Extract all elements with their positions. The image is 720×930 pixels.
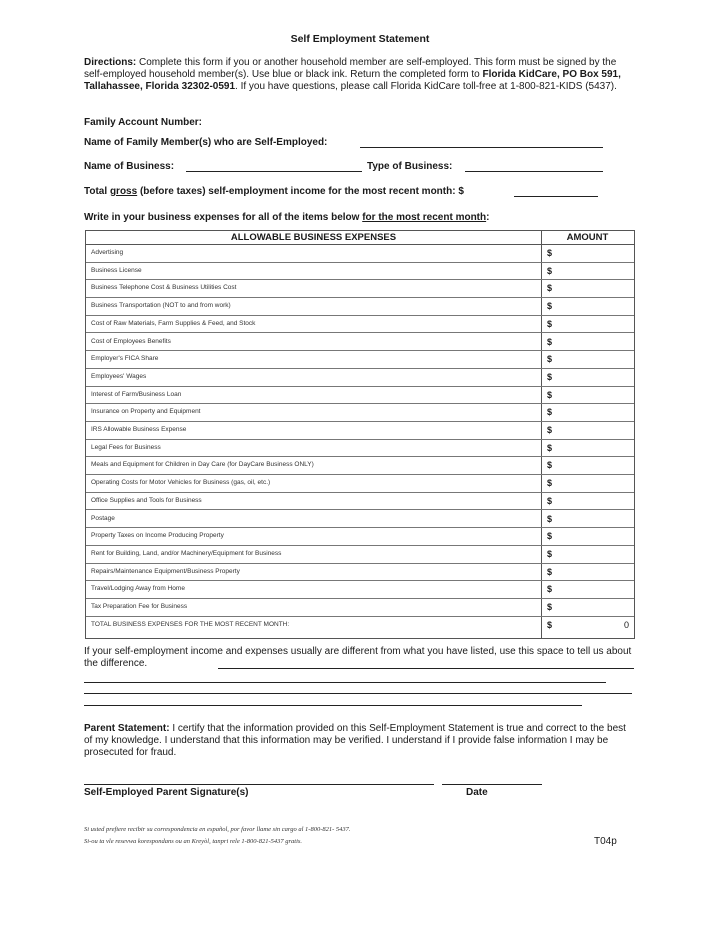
family-members-label: Name of Family Member(s) who are Self-Employed: <box>84 137 328 148</box>
amount-field[interactable]: $ <box>547 478 553 489</box>
table-row <box>86 334 634 352</box>
table-row <box>86 564 634 582</box>
signature-line[interactable] <box>84 784 434 785</box>
amount-field[interactable]: $ <box>547 336 553 347</box>
footer-creole: Si-ou ta vle resevwa korespondans ou an Kreyòl, tanpri rele 1-800-821-5437 gratis. <box>84 838 303 845</box>
directions-text: Complete this form if you or another household member are self-employed. This form must be signed by the self-employed household member(s). Use blue or black ink. Return the completed form to <box>84 57 617 80</box>
date-label: Date <box>466 787 488 798</box>
amount-field[interactable]: $ <box>547 619 553 630</box>
amount-field[interactable]: $ <box>547 566 553 577</box>
form-title: Self Employment Statement <box>290 33 430 45</box>
expense-label: Repairs/Maintenance Equipment/Business Property <box>91 567 240 575</box>
amount-field[interactable]: $ <box>547 531 553 542</box>
amount-field[interactable]: $ <box>547 318 553 329</box>
table-row <box>86 511 634 529</box>
col-amount-header: AMOUNT <box>566 232 609 243</box>
difference-line-3[interactable] <box>84 693 632 694</box>
amount-field[interactable]: $ <box>547 425 553 435</box>
expense-label: IRS Allowable Business Expense <box>91 426 187 433</box>
parent-statement-text: I certify that the information provided on this Self-Employment Statement is true and correct to the best of my knowledge. I understand that this information may be verified. I understand if I provide false information I may be prosecuted for fraud. <box>84 723 626 758</box>
expense-label: Employees' Wages <box>91 372 147 380</box>
expenses-intro-end: : <box>486 212 490 223</box>
business-name-field[interactable] <box>186 171 362 172</box>
table-row <box>86 404 634 422</box>
directions-address: Florida KidCare, PO Box 591, Tallahassee, Florida 32302-0591 <box>84 69 621 92</box>
expense-label: Interest of Farm/Business Loan <box>91 390 182 398</box>
amount-field[interactable]: $ <box>547 248 553 258</box>
amount-field[interactable]: $ <box>547 265 553 276</box>
expense-label: Meals and Equipment for Children in Day Care (for DayCare Business ONLY) <box>91 461 314 469</box>
expense-label: Property Taxes on Income Producing Property <box>91 532 224 540</box>
expense-label: Tax Preparation Fee for Business <box>91 603 188 610</box>
expense-label: Business License <box>91 266 142 274</box>
footer-spanish: Si usted prefiere recibir su correspondencia en español, por favor llame sin cargo al 1-800-821- 5437. <box>84 826 351 833</box>
expenses-table <box>85 230 635 639</box>
parent-statement <box>84 723 634 759</box>
income-label-gross: gross <box>109 186 138 197</box>
table-row <box>86 316 634 334</box>
expense-label: Rent for Building, Land, and/or Machinery/Equipment for Business <box>91 549 282 557</box>
difference-line-1[interactable] <box>218 668 634 669</box>
expense-label: Cost of Raw Materials, Farm Supplies & Feed, and Stock <box>91 319 256 327</box>
table-row <box>86 599 634 617</box>
directions-label: Directions: <box>84 57 137 68</box>
table-row <box>86 263 634 281</box>
table-row <box>86 457 634 475</box>
table-row <box>86 493 634 511</box>
family-account-field[interactable] <box>222 129 352 130</box>
expense-label: Cost of Employees Benefits <box>91 337 171 345</box>
directions-text-2: . If you have questions, please call Florida KidCare toll-free at 1-800-821-KIDS (5437). <box>235 81 617 92</box>
expense-label: Operating Costs for Motor Vehicles for Business (gas, oil, etc.) <box>91 479 271 487</box>
directions <box>84 57 634 93</box>
total-amount: 0 <box>623 619 629 630</box>
amount-field[interactable]: $ <box>547 354 553 365</box>
amount-field[interactable]: $ <box>547 495 553 506</box>
difference-line-2[interactable] <box>84 682 606 683</box>
family-members-field[interactable] <box>360 147 603 148</box>
table-row <box>86 245 634 263</box>
signature-label: Self-Employed Parent Signature(s) <box>84 787 249 798</box>
table-row <box>86 280 634 298</box>
amount-field[interactable]: $ <box>547 283 553 294</box>
table-row <box>86 422 634 440</box>
table-row <box>86 298 634 316</box>
difference-line-4[interactable] <box>84 705 582 706</box>
table-row <box>86 387 634 405</box>
table-row <box>86 351 634 369</box>
amount-field[interactable]: $ <box>547 442 553 453</box>
amount-field[interactable]: $ <box>547 602 553 612</box>
income-label-post: (before taxes) self-employment income for the most recent month: $ <box>137 186 464 197</box>
expenses-intro-text: Write in your business expenses for all of the items below <box>84 212 363 223</box>
form-code: T04p <box>594 836 617 847</box>
amount-field[interactable]: $ <box>547 513 553 524</box>
parent-statement-label: Parent Statement: <box>84 723 170 734</box>
income-field[interactable] <box>514 196 598 197</box>
business-type-field[interactable] <box>465 171 603 172</box>
income-label <box>84 186 464 197</box>
table-row <box>86 440 634 458</box>
table-row <box>86 369 634 387</box>
income-label-pre: Total <box>84 186 110 197</box>
expense-label: Advertising <box>91 249 124 256</box>
amount-field[interactable]: $ <box>547 548 553 559</box>
business-type-label: Type of Business: <box>367 161 453 172</box>
expense-label: Insurance on Property and Equipment <box>91 408 201 416</box>
business-name-label: Name of Business: <box>84 161 175 172</box>
family-account-label: Family Account Number: <box>84 117 202 128</box>
table-row <box>86 617 634 635</box>
difference-text: If your self-employment income and expenses usually are different from what you have listed, use this space to tell us about the difference. <box>84 646 632 669</box>
col-expenses-header: ALLOWABLE BUSINESS EXPENSES <box>230 232 397 243</box>
expense-label: TOTAL BUSINESS EXPENSES FOR THE MOST RECENT MONTH: <box>91 620 290 628</box>
expense-label: Business Transportation (NOT to and from work) <box>91 302 231 310</box>
table-header <box>86 231 634 245</box>
amount-field[interactable]: $ <box>547 460 553 471</box>
amount-field[interactable]: $ <box>547 301 553 312</box>
expense-label: Employer's FICA Share <box>91 355 159 363</box>
date-line[interactable] <box>442 784 542 785</box>
amount-field[interactable]: $ <box>547 584 553 595</box>
expense-label: Postage <box>91 514 115 522</box>
amount-field[interactable]: $ <box>547 407 553 418</box>
table-row <box>86 475 634 493</box>
expenses-intro-underlined: for the most recent month <box>362 212 487 223</box>
table-row <box>86 546 634 564</box>
expense-label: Office Supplies and Tools for Business <box>91 496 202 504</box>
amount-field[interactable]: $ <box>547 371 553 382</box>
table-row <box>86 581 634 599</box>
expense-label: Travel/Lodging Away from Home <box>91 585 185 593</box>
table-row <box>86 528 634 546</box>
expense-label: Legal Fees for Business <box>91 443 161 451</box>
amount-field[interactable]: $ <box>547 389 553 400</box>
expense-label: Business Telephone Cost & Business Utilities Cost <box>91 284 237 292</box>
expenses-intro <box>84 212 489 223</box>
